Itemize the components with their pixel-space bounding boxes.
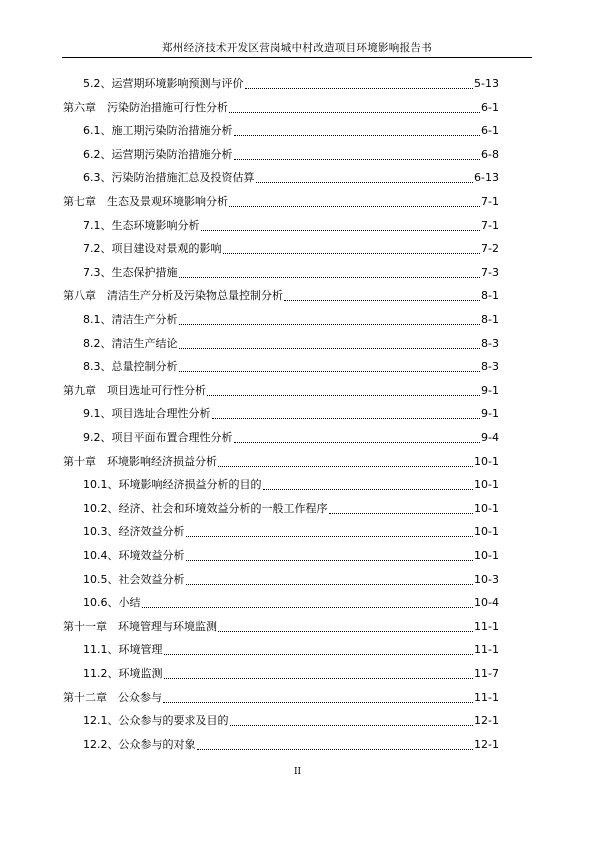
toc-dot-leader (186, 584, 474, 585)
toc-dot-leader (284, 300, 480, 301)
toc-dot-leader (207, 395, 480, 396)
toc-section-entry[interactable] (83, 569, 499, 587)
toc-chapter-entry[interactable] (63, 191, 499, 209)
toc-chapter-entry[interactable] (63, 97, 499, 115)
toc-entry-number: 8.1、 (83, 313, 112, 326)
toc-entry-number: 8.3、 (83, 360, 112, 374)
toc-entry-title: 运营期环境影响预测与评价 (111, 77, 244, 90)
toc-section-entry[interactable] (83, 639, 499, 657)
toc-entry-title: 生态及景观环境影响分析 (107, 195, 228, 208)
toc-dot-leader (212, 418, 481, 419)
toc-entry-title: 清洁生产分析 (111, 313, 178, 326)
toc-entry-number: 7.2、 (83, 242, 112, 256)
toc-dot-leader (234, 159, 481, 160)
toc-dot-leader (218, 631, 473, 632)
toc-entry-number: 第六章 (63, 100, 107, 114)
toc-entry-number: 10.4、 (83, 549, 119, 562)
toc-section-entry[interactable] (83, 521, 499, 539)
toc-entry-title: 小结 (118, 596, 141, 610)
toc-dot-leader (229, 112, 480, 113)
toc-entry-number: 第九章 (63, 383, 107, 397)
toc-section-entry[interactable] (83, 73, 499, 91)
toc-entry-page: 7-1 (481, 195, 499, 208)
toc-section-entry[interactable] (83, 144, 499, 162)
toc-entry-title: 环境管理 (118, 643, 163, 657)
toc-entry-page: 10-1 (474, 501, 499, 515)
toc-section-entry[interactable] (83, 427, 499, 445)
toc-entry-number: 11.2、 (83, 667, 119, 680)
toc-dot-leader (179, 371, 481, 372)
toc-entry-number: 10.1、 (83, 478, 119, 492)
toc-dot-leader (164, 654, 474, 655)
toc-section-entry[interactable] (83, 734, 499, 752)
toc-entry-page: 11-1 (474, 619, 499, 633)
toc-entry-page: 10-1 (474, 454, 499, 468)
toc-entry-number: 第十章 (63, 454, 107, 468)
toc-entry-title: 施工期污染防治措施分析 (111, 124, 233, 138)
toc-dot-leader (164, 678, 474, 679)
toc-dot-leader (256, 182, 474, 183)
toc-entry-number: 9.1、 (83, 407, 112, 421)
toc-entry-number: 10.6、 (83, 596, 119, 610)
toc-entry-title: 公众参与的对象 (118, 737, 196, 751)
toc-entry-title: 总量控制分析 (111, 360, 178, 374)
toc-entry-page: 9-1 (481, 383, 499, 397)
toc-chapter-entry[interactable] (63, 451, 499, 469)
toc-dot-leader (223, 253, 481, 254)
toc-entry-page: 9-4 (481, 431, 499, 444)
toc-entry-title: 项目选址可行性分析 (107, 383, 206, 397)
toc-chapter-entry[interactable] (63, 285, 499, 303)
toc-dot-leader (179, 348, 481, 349)
toc-section-entry[interactable] (83, 309, 499, 327)
toc-entry-page: 7-3 (481, 265, 499, 279)
toc-entry-title: 生态保护措施 (111, 265, 178, 279)
toc-dot-leader (229, 206, 480, 207)
toc-section-entry[interactable] (83, 262, 499, 280)
toc-entry-page: 12-1 (474, 714, 499, 728)
toc-entry-number: 7.1、 (83, 218, 112, 232)
toc-entry-title: 污染防治措施可行性分析 (107, 100, 228, 114)
toc-entry-title: 生态环境影响分析 (111, 218, 200, 232)
toc-entry-title: 清洁生产结论 (111, 336, 178, 350)
toc-dot-leader (234, 442, 481, 443)
toc-dot-leader (197, 749, 474, 750)
toc-entry-page: 6-8 (481, 147, 499, 161)
toc-entry-number: 10.2、 (83, 501, 119, 515)
toc-entry-number: 6.2、 (83, 147, 112, 161)
toc-entry-number: 10.3、 (83, 525, 119, 539)
toc-entry-page: 7-1 (481, 218, 499, 232)
toc-entry-page: 11-7 (474, 667, 499, 680)
toc-section-entry[interactable] (83, 663, 499, 681)
toc-dot-leader (142, 607, 474, 608)
toc-entry-page: 8-1 (481, 289, 499, 303)
page-number: II (293, 767, 302, 777)
toc-entry-title: 污染防治措施汇总及投资估算 (111, 171, 255, 185)
toc-chapter-entry[interactable] (63, 380, 499, 398)
toc-entry-page: 5-13 (474, 77, 499, 90)
toc-entry-number: 12.2、 (83, 737, 119, 751)
toc-entry-page: 8-1 (481, 313, 499, 326)
toc-dot-leader (245, 88, 474, 89)
toc-entry-page: 10-3 (474, 572, 499, 586)
toc-entry-title: 运营期污染防治措施分析 (111, 147, 233, 161)
toc-entry-page: 10-4 (474, 596, 499, 610)
toc-entry-page: 6-1 (481, 100, 499, 114)
toc-dot-leader (234, 135, 481, 136)
toc-dot-leader (163, 702, 473, 703)
toc-dot-leader (230, 725, 474, 726)
toc-entry-page: 8-3 (481, 360, 499, 374)
toc-chapter-entry[interactable] (63, 616, 499, 634)
toc-dot-leader (179, 277, 481, 278)
toc-entry-number: 第七章 (63, 195, 107, 208)
toc-dot-leader (186, 536, 474, 537)
toc-section-entry[interactable] (83, 333, 499, 351)
toc-entry-number: 11.1、 (83, 643, 119, 657)
toc-dot-leader (186, 560, 474, 561)
toc-section-entry[interactable] (83, 710, 499, 728)
toc-section-entry[interactable] (83, 592, 499, 610)
toc-entry-page: 9-1 (481, 407, 499, 421)
toc-entry-title: 环境效益分析 (118, 549, 185, 562)
toc-section-entry[interactable] (83, 545, 499, 563)
toc-entry-page: 6-1 (481, 124, 499, 138)
toc-entry-number: 第八章 (63, 289, 107, 303)
toc-section-entry[interactable] (83, 474, 499, 492)
toc-dot-leader (179, 324, 481, 325)
toc-section-entry[interactable] (83, 167, 499, 185)
toc-entry-page: 7-2 (481, 242, 499, 256)
toc-entry-number: 5.2、 (83, 77, 112, 90)
toc-entry-page: 10-1 (474, 549, 499, 562)
toc-section-entry[interactable] (83, 498, 499, 516)
toc-entry-number: 6.3、 (83, 171, 112, 185)
toc-entry-number: 第十二章 (63, 690, 118, 704)
toc-entry-title: 公众参与的要求及目的 (118, 714, 229, 728)
toc-entry-title: 社会效益分析 (118, 572, 185, 586)
toc-entry-title: 环境影响经济损益分析的目的 (118, 478, 262, 492)
toc-entry-number: 6.1、 (83, 124, 112, 138)
toc-entry-number: 9.2、 (83, 431, 112, 444)
toc-entry-title: 项目建设对景观的影响 (111, 242, 222, 256)
toc-entry-page: 8-3 (481, 336, 499, 350)
toc-chapter-entry[interactable] (63, 687, 499, 705)
toc-entry-number: 10.5、 (83, 572, 119, 586)
running-header: 郑州经济技术开发区营岗城中村改造项目环境影响报告书 (162, 42, 432, 54)
toc-entry-number: 7.3、 (83, 265, 112, 279)
toc-entry-number: 12.1、 (83, 714, 119, 728)
toc-dot-leader (218, 466, 473, 467)
toc-section-entry[interactable] (83, 403, 499, 421)
toc-entry-title: 清洁生产分析及污染物总量控制分析 (107, 289, 283, 303)
toc-section-entry[interactable] (83, 120, 499, 138)
toc-entry-number: 8.2、 (83, 336, 112, 350)
toc-entry-number: 第十一章 (63, 619, 118, 633)
toc-dot-leader (329, 513, 474, 514)
toc-entry-title: 环境管理与环境监测 (118, 619, 217, 633)
toc-section-entry[interactable] (83, 356, 499, 374)
toc-entry-title: 项目平面布置合理性分析 (111, 431, 233, 444)
toc-entry-page: 10-1 (474, 478, 499, 492)
toc-section-entry[interactable] (83, 215, 499, 233)
toc-entry-page: 11-1 (474, 690, 499, 704)
toc-entry-title: 经济效益分析 (118, 525, 185, 539)
toc-entry-page: 12-1 (474, 737, 499, 751)
toc-entry-title: 项目选址合理性分析 (111, 407, 211, 421)
toc-entry-page: 6-13 (474, 171, 499, 185)
toc-entry-title: 环境监测 (118, 667, 163, 680)
toc-entry-title: 经济、社会和环境效益分析的一般工作程序 (118, 501, 328, 515)
toc-entry-page: 10-1 (474, 525, 499, 539)
toc-dot-leader (263, 489, 474, 490)
toc-section-entry[interactable] (83, 238, 499, 256)
toc-entry-title: 公众参与 (118, 690, 162, 704)
toc-entry-page: 11-1 (474, 643, 499, 657)
toc-entry-title: 环境影响经济损益分析 (107, 454, 217, 468)
toc-dot-leader (201, 230, 481, 231)
